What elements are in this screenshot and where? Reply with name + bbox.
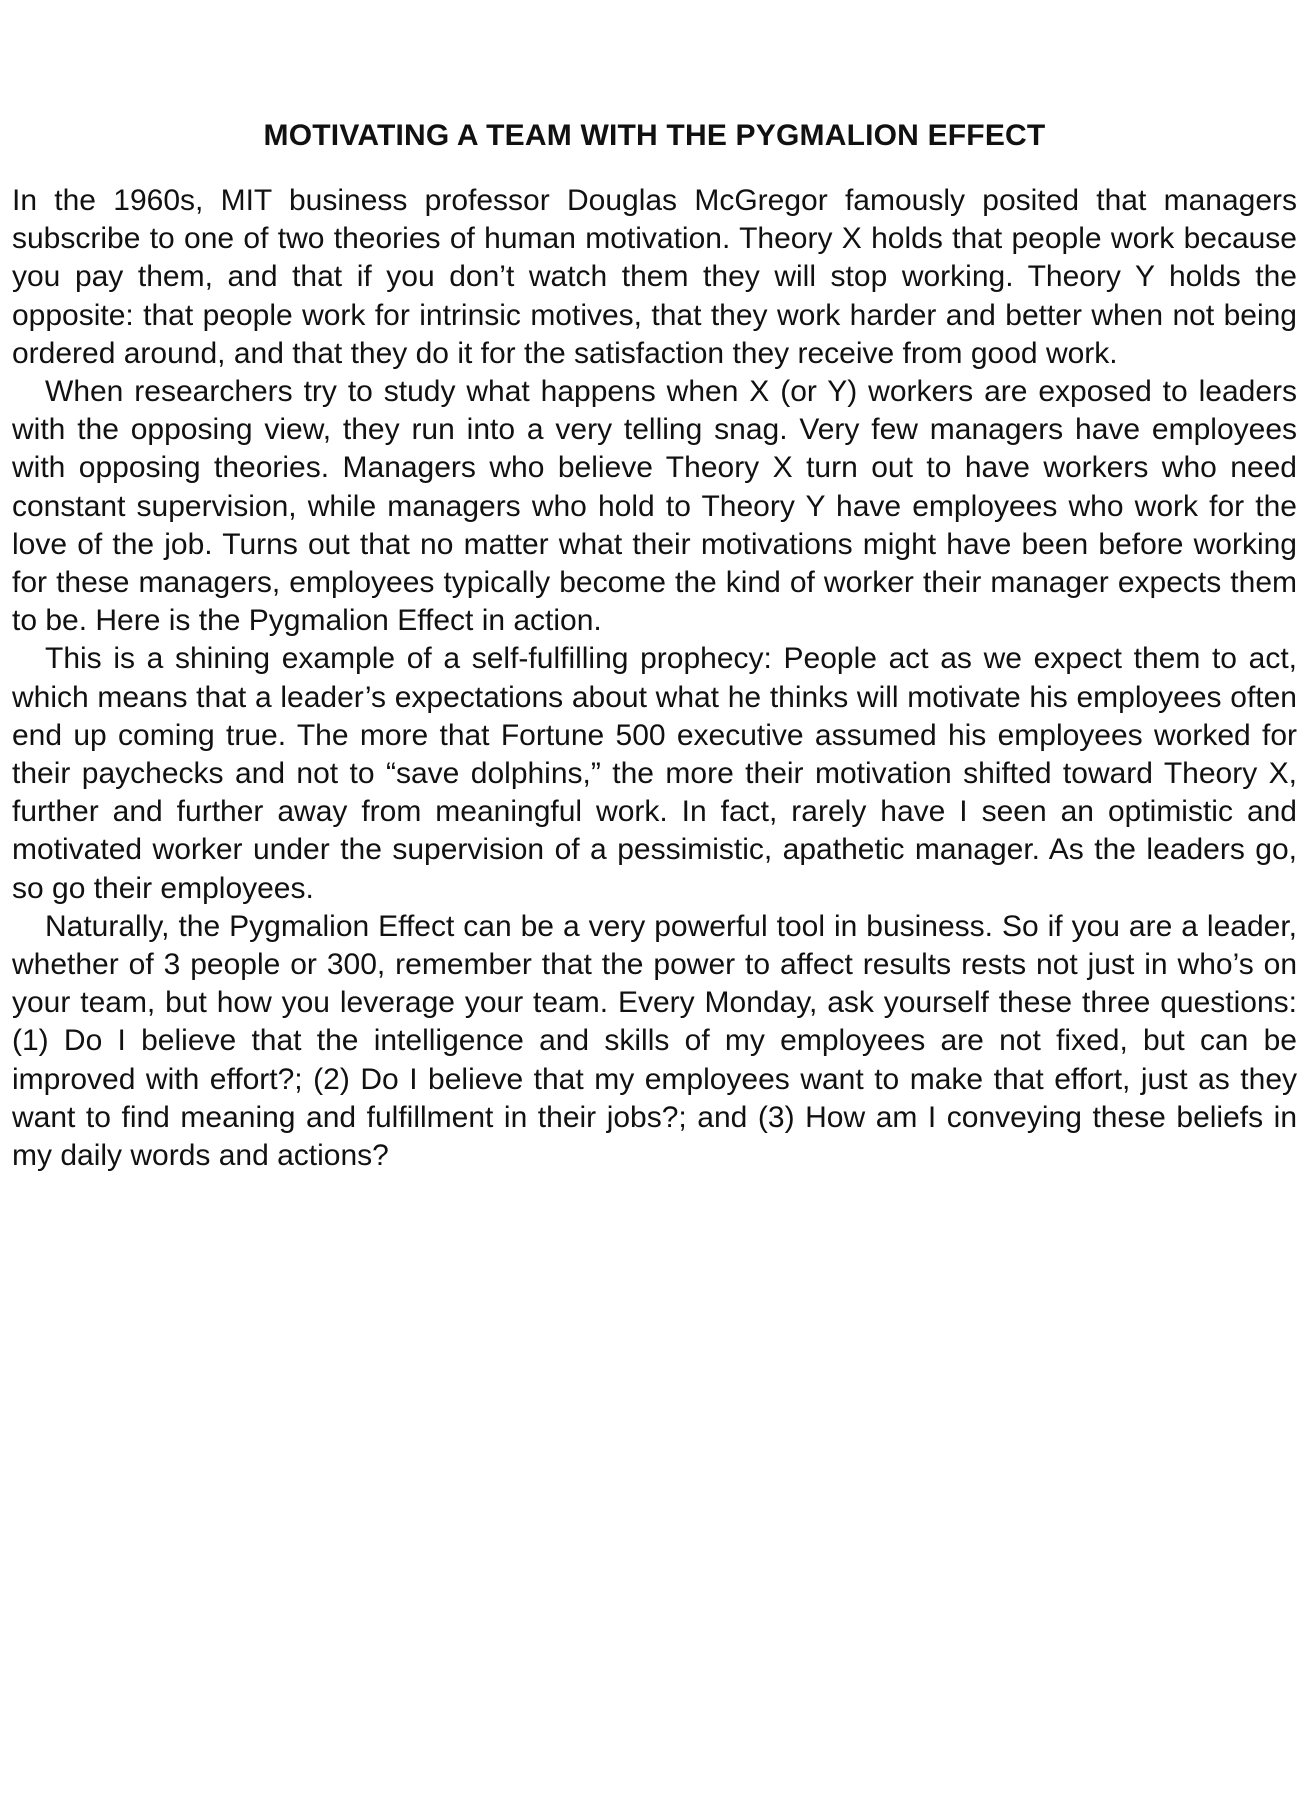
paragraph-4: Naturally, the Pygmalion Effect can be a very powerful tool in business. So if you are a leader, whether of 3 people or 300, remember that the power to affect results rests not just in who’s on your team, but how you leverage your team. Every Monday, ask yourself these three questions: (1) Do I believe that the intelligence and skills of my employees are not fixed, but can be improved with effort?; (2) Do I believe that my employees want to make that effort, just as they want to find meaning and fulfillment in their jobs?; and (3) How am I conveying these beliefs in my daily words and actions? bbox=[12, 909, 1297, 1173]
document-page bbox=[12, 118, 1297, 1175]
paragraph-3: This is a shining example of a self-fulfilling prophecy: People act as we expect them to act, which means that a leader’s expectations about what he thinks will motivate his employees often end up coming true. The more that Fortune 500 executive assumed his employees worked for their paychecks and not to “save dolphins,” the more their motivation shifted toward Theory X, further and further away from meaningful work. In fact, rarely have I seen an optimistic and motivated worker under the supervision of a pessimistic, apathetic manager. As the leaders go, so go their employees. bbox=[12, 642, 1297, 905]
paragraph-1: In the 1960s, MIT business professor Douglas McGregor famously posited that managers subscribe to one of two theories of human motivation. Theory X holds that people work because you pay them, and that if you don’t watch them they will stop working. Theory Y holds the opposite: that people work for intrinsic motives, that they work harder and better when not being ordered around, and that they do it for the satisfaction they receive from good work. bbox=[12, 184, 1297, 370]
document-title: MOTIVATING A TEAM WITH THE PYGMALION EFFECT bbox=[263, 119, 1046, 152]
paragraph-2: When researchers try to study what happens when X (or Y) workers are exposed to leaders with the opposing view, they run into a very telling snag. Very few managers have employees with opposing theories. Managers who believe Theory X turn out to have workers who need constant supervision, while managers who hold to Theory Y have employees who work for the love of the job. Turns out that no matter what their motivations might have been before working for these managers, employees typically become the kind of worker their manager expects them to be. Here is the Pygmalion Effect in action. bbox=[12, 375, 1297, 638]
